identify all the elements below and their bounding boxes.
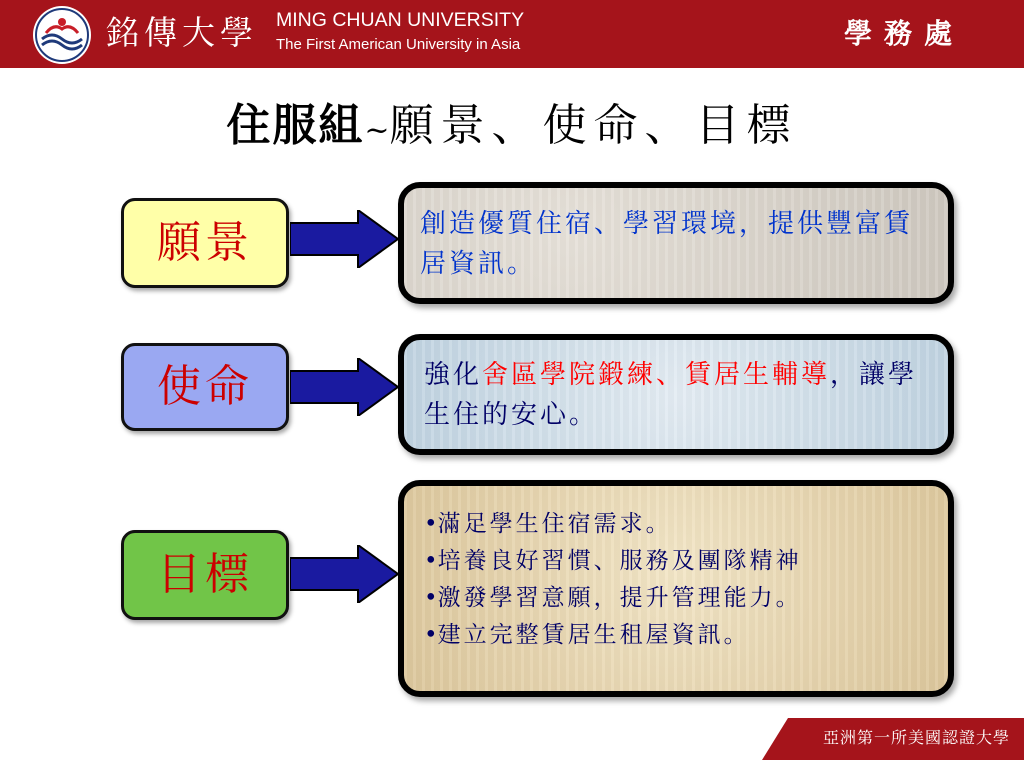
goal-item	[424, 580, 938, 617]
goal-text: 建立完整賃居生租屋資訊。	[437, 622, 750, 648]
university-chinese-name: 銘傳大學	[106, 13, 258, 52]
goal-item	[424, 543, 938, 580]
goal-text: 激發學習意願，提升管理能力。	[437, 585, 802, 611]
footer-divider	[0, 760, 1024, 768]
title-topics: 願景、使命、目標	[389, 100, 798, 151]
mission-text-after: ，讓學生住的安心。	[424, 360, 918, 430]
title-separator: ~	[364, 113, 390, 148]
goal-item	[424, 617, 938, 654]
bullet-icon: •	[424, 511, 438, 537]
mission-label: 使命	[121, 343, 289, 431]
goal-text: 滿足學生住宿需求。	[437, 511, 672, 537]
bullet-icon: •	[424, 548, 438, 574]
bullet-icon: •	[424, 622, 438, 648]
title-unit: 住服組	[226, 100, 365, 151]
office-name: 學務處	[843, 17, 964, 50]
vision-box	[398, 182, 954, 304]
mission-text	[424, 355, 934, 435]
bullet-icon: •	[424, 585, 438, 611]
goals-arrow-icon	[290, 545, 402, 603]
goals-list	[424, 506, 938, 654]
mission-box	[398, 334, 954, 455]
vision-text: 創造優質住宿、學習環境，提供豐富賃居資訊。	[420, 209, 914, 279]
mission-text-before: 強化	[424, 360, 483, 390]
footer-slogan: 亞洲第一所美國認證大學	[822, 728, 1010, 747]
goal-item	[424, 506, 938, 543]
university-seal-icon	[32, 5, 92, 65]
vision-arrow-icon	[290, 210, 402, 268]
university-tagline: The First American University in Asia	[276, 36, 521, 53]
goal-text: 培養良好習慣、服務及團隊精神	[437, 548, 802, 574]
vision-label: 願景	[121, 198, 289, 288]
goals-box	[398, 480, 954, 697]
page-title	[0, 96, 1024, 161]
university-english-name: MING CHUAN UNIVERSITY	[276, 9, 525, 31]
mission-highlight: 舍區學院鍛練、賃居生輔導	[482, 360, 831, 390]
mission-arrow-icon	[290, 358, 402, 416]
goals-label: 目標	[121, 530, 289, 620]
header-bar	[0, 0, 1024, 68]
